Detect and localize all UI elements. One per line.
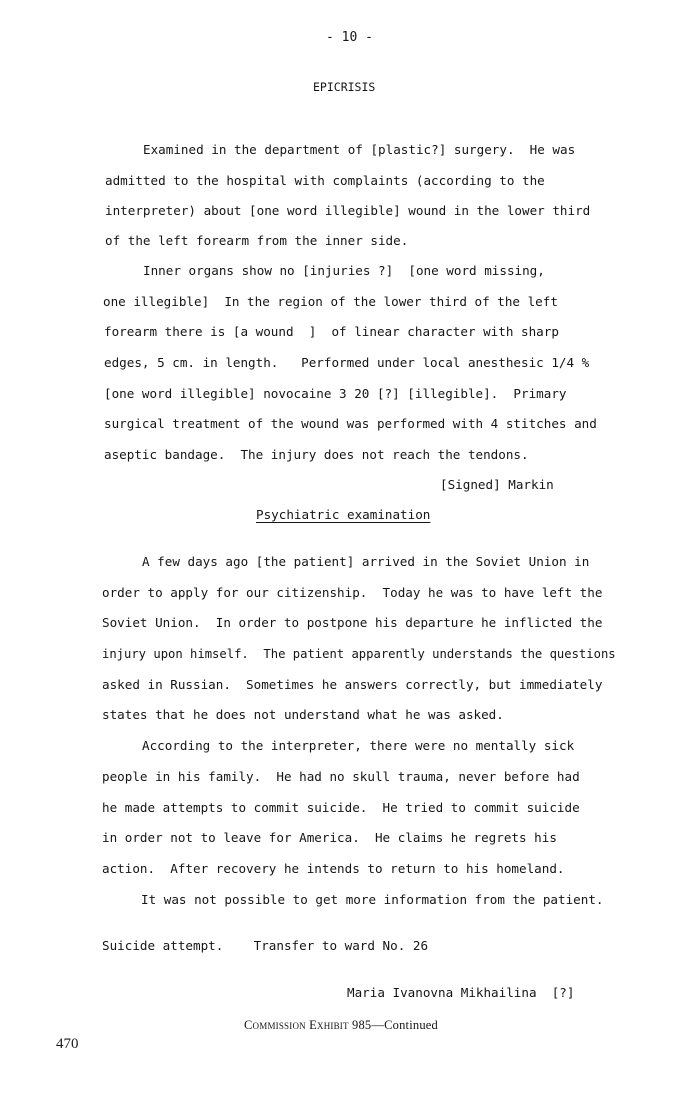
exhibit-prefix: Commission Exhibit [244,1018,349,1032]
psychiatric-line: It was not possible to get more information from the patient. [141,892,604,907]
psychiatric-line: According to the interpreter, there were no mentally sick [142,738,575,753]
psychiatric-line: states that he does not understand what he was asked. [102,707,504,722]
epicrisis-line: Inner organs show no [injuries ?] [one word missing, [143,263,545,278]
epicrisis-line: interpreter) about [one word illegible] wound in the lower third [105,203,591,218]
epicrisis-signature: [Signed] Markin [440,477,554,492]
volume-page-number: 470 [56,1036,79,1052]
conclusion-line: Suicide attempt. Transfer to ward No. 26 [102,938,429,953]
epicrisis-line: admitted to the hospital with complaints (according to the [105,173,545,188]
epicrisis-line: forearm there is [a wound ] of linear character with sharp [104,324,559,339]
epicrisis-line: Examined in the department of [plastic?] surgery. He was [143,142,576,157]
psychiatric-line: people in his family. He had no skull trauma, never before had [102,769,580,784]
psychiatric-heading: Psychiatric examination [256,507,431,522]
section-title: EPICRISIS [313,80,376,94]
page-number: - 10 - [326,30,373,45]
psychiatric-line: action. After recovery he intends to return to his homeland. [102,861,565,876]
psychiatric-line: asked in Russian. Sometimes he answers correctly, but immediately [102,677,603,692]
epicrisis-line: edges, 5 cm. in length. Performed under local anesthesic 1/4 % [104,355,590,370]
psychiatric-signature: Maria Ivanovna Mikhailina [?] [347,985,575,1000]
exhibit-caption [244,1018,438,1033]
psychiatric-line: he made attempts to commit suicide. He tried to commit suicide [102,800,580,815]
psychiatric-line: A few days ago [the patient] arrived in the Soviet Union in [142,554,590,569]
exhibit-number: 985 [352,1018,372,1032]
psychiatric-line: order to apply for our citizenship. Today he was to have left the [102,585,603,600]
psychiatric-line: Soviet Union. In order to postpone his departure he inflicted the [102,615,603,630]
epicrisis-line: surgical treatment of the wound was performed with 4 stitches and [104,416,597,431]
epicrisis-line: of the left forearm from the inner side. [105,233,409,248]
exhibit-suffix: —Continued [371,1018,438,1032]
epicrisis-line: [one word illegible] novocaine 3 20 [?] [illegible]. Primary [104,386,567,401]
epicrisis-line: aseptic bandage. The injury does not reach the tendons. [104,447,529,462]
epicrisis-line: one illegible] In the region of the lower third of the left [103,294,558,309]
psychiatric-line: in order not to leave for America. He claims he regrets his [102,830,557,845]
psychiatric-line: injury upon himself. The patient apparently understands the questions [102,647,616,661]
